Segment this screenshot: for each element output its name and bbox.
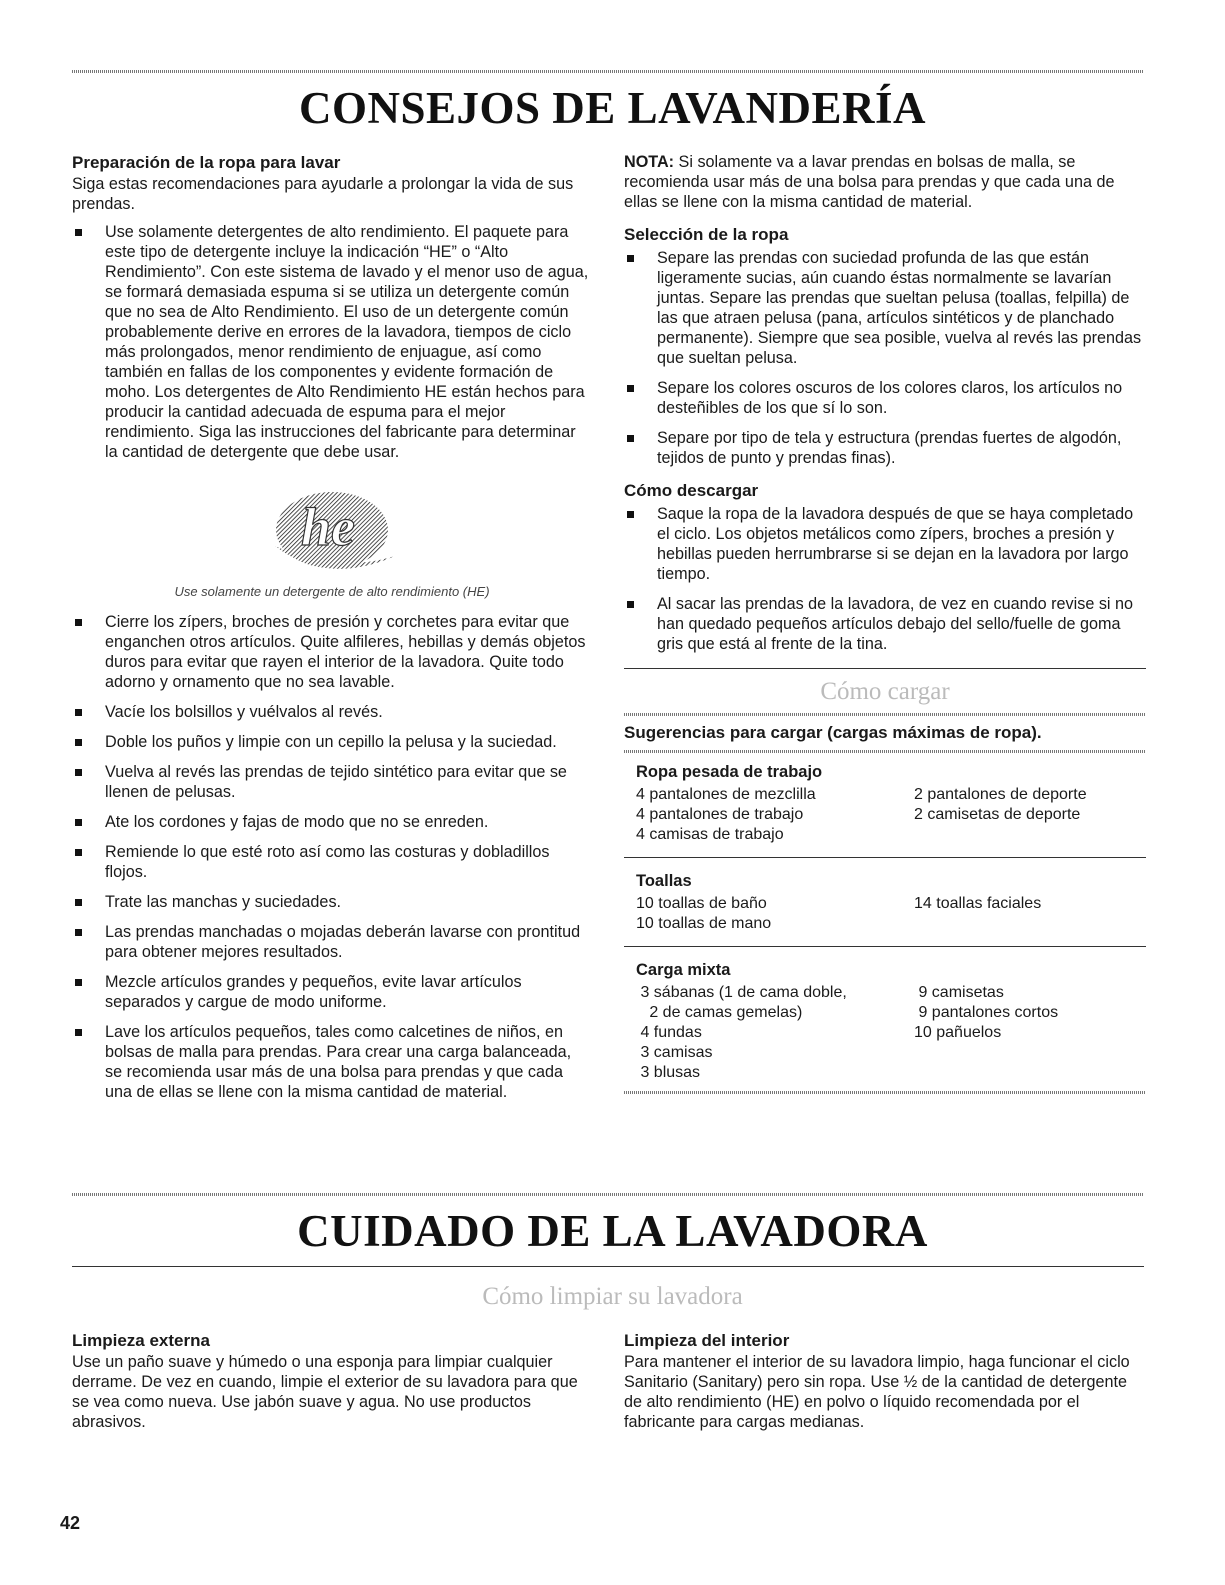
page-title-washer-care: CUIDADO DE LA LAVADORA [297, 1206, 928, 1256]
middle-dotted-rule [72, 1193, 1144, 1196]
list-item: Separe los colores oscuros de los colores claros, los artículos no desteñibles de los que sí lo son. [624, 378, 1146, 418]
item-right: 9 pantalones cortos [914, 1004, 1059, 1021]
list-item: Cierre los zípers, broches de presión y corchetes para evitar que enganchen otros artículos. Quite alfileres, hebillas y demás objetos duros para evitar que rayen el interior de la lavadora. Quite todo adorno y ornamento que no sea lavable. [72, 612, 592, 692]
load-dotted-rule-1 [624, 713, 1146, 716]
right-column [624, 152, 1146, 1094]
group-name: Carga mixta [636, 961, 731, 979]
list-item: Vacíe los bolsillos y vuélvalos al revés. [72, 702, 592, 722]
item-empty [914, 1043, 1146, 1063]
group-name: Toallas [636, 872, 692, 890]
external-cleaning-heading: Limpieza externa [72, 1331, 210, 1350]
item-left: 4 pantalones de mezclilla [636, 786, 816, 803]
item-left: 10 toallas de baño [636, 895, 767, 912]
item-left: 4 fundas [636, 1024, 702, 1041]
external-cleaning [72, 1330, 592, 1432]
item-left: 10 toallas de mano [636, 915, 772, 932]
prep-bullets [72, 612, 592, 1102]
item-empty [914, 825, 1146, 845]
item-right: 2 pantalones de deporte [914, 786, 1087, 803]
prep-intro: Siga estas recomendaciones para ayudarle a prolongar la vida de sus prendas. [72, 175, 574, 213]
item-left: 3 camisas [636, 1044, 713, 1061]
nota-text: Si solamente va a lavar prendas en bolsas de malla, se recomienda usar más de una bolsa para prendas y que cada una de ellas se llene con la misma cantidad de material. [624, 153, 1115, 211]
list-item: Separe las prendas con suciedad profunda de las que están ligeramente sucias, aún cuando éstas normalmente se lavarían juntas. Separe las prendas que sueltan pelusa (toallas, felpilla) de las que atraen pelusa (pana, artículos sintéticos y de planchado permanente). Siempre que sea posible, vuelva al revés las prendas que sueltan pelusa. [624, 248, 1146, 368]
list-item: Separe por tipo de tela y estructura (prendas fuertes de algodón, tejidos de punto y prendas finas). [624, 428, 1146, 468]
interior-cleaning-text: Para mantener el interior de su lavadora limpio, haga funcionar el ciclo Sanitario (Sanitary) pero sin ropa. Use ½ de la cantidad de detergente de alto rendimiento (HE) en polvo o líquido recomendada por el fabricante para cargas medianas. [624, 1353, 1130, 1431]
nota-paragraph [624, 152, 1146, 212]
group-rule [624, 946, 1146, 947]
he-logo-figure [72, 490, 592, 602]
item-empty [914, 914, 1146, 934]
load-dotted-rule-2 [624, 750, 1146, 753]
group-items [624, 785, 1146, 845]
page-number: 42 [60, 1513, 81, 1533]
washer-care-rule [72, 1266, 1144, 1267]
item-left: 4 camisas de trabajo [636, 826, 784, 843]
item-right: 2 camisetas de deporte [914, 806, 1081, 823]
interior-cleaning [624, 1330, 1146, 1432]
group-rule [624, 857, 1146, 858]
item-left: 4 pantalones de trabajo [636, 806, 804, 823]
top-dotted-rule [72, 70, 1144, 73]
item-right: 14 toallas faciales [914, 895, 1042, 912]
group-name: Ropa pesada de trabajo [636, 763, 823, 781]
item-right: 10 pañuelos [914, 1024, 1002, 1041]
svg-text:he: he [301, 497, 355, 557]
selection-heading: Selección de la ropa [624, 225, 789, 244]
prep-heading: Preparación de la ropa para lavar [72, 153, 341, 172]
unload-bullets [624, 504, 1146, 654]
list-item: Las prendas manchadas o mojadas deberán lavarse con prontitud para obtener mejores resultados. [72, 922, 592, 962]
list-item: Mezcle artículos grandes y pequeños, evite lavar artículos separados y cargue de modo uniforme. [72, 972, 592, 1012]
item-left: 2 de camas gemelas) [636, 1004, 803, 1021]
left-column [72, 152, 592, 1102]
interior-cleaning-heading: Limpieza del interior [624, 1331, 790, 1350]
list-item: Vuelva al revés las prendas de tejido sintético para evitar que se llenen de pelusas. [72, 762, 592, 802]
prep-he-list [72, 222, 592, 462]
item-left: 3 sábanas (1 de cama doble, [636, 984, 847, 1001]
selection-bullets [624, 248, 1146, 468]
load-group-towels [624, 870, 1146, 934]
list-item: Doble los puños y limpie con un cepillo la pelusa y la suciedad. [72, 732, 592, 752]
item-right: 9 camisetas [914, 984, 1004, 1001]
group-items [624, 983, 1146, 1083]
list-item: Al sacar las prendas de la lavadora, de vez en cuando revise si no han quedado pequeños artículos debajo del sello/fuelle de goma gris que está al frente de la tina. [624, 594, 1146, 654]
load-subheading: Sugerencias para cargar (cargas máximas de ropa). [624, 723, 1042, 742]
list-item: Saque la ropa de la lavadora después de que se haya completado el ciclo. Los objetos metálicos como zípers, broches a presión y hebillas pueden herrumbrarse si se dejan en la lavadora por largo tiempo. [624, 504, 1146, 584]
load-group-mixed [624, 959, 1146, 1083]
he-logo-icon [267, 490, 397, 576]
external-cleaning-text: Use un paño suave y húmedo o una esponja para limpiar cualquier derrame. De vez en cuando, limpie el exterior de su lavadora para que se vea como nueva. Use jabón suave y agua. No use productos abrasivos. [72, 1353, 578, 1431]
washer-care-subtitle: Cómo limpiar su lavadora [482, 1283, 743, 1310]
list-item: Remiende lo que esté roto así como las costuras y dobladillos flojos. [72, 842, 592, 882]
item-left: 3 blusas [636, 1064, 701, 1081]
list-item: Ate los cordones y fajas de modo que no se enreden. [72, 812, 592, 832]
load-dotted-rule-3 [624, 1091, 1146, 1094]
unload-heading: Cómo descargar [624, 481, 759, 500]
load-title: Cómo cargar [820, 678, 950, 705]
load-top-rule [624, 668, 1146, 669]
list-item: Trate las manchas y suciedades. [72, 892, 592, 912]
page-title-laundry-tips: CONSEJOS DE LAVANDERÍA [298, 83, 926, 133]
he-bullet: Use solamente detergentes de alto rendimiento. El paquete para este tipo de detergente incluye la indicación “HE” o “Alto Rendimiento”. Con este sistema de lavado y el menor uso de agua, se formará demasiada espuma si se utiliza un detergente común que no sea de Alto Rendimiento. El uso de un detergente común probablemente derive en errores de la lavadora, tiempos de ciclo más prolongados, menor rendimiento de enjuague, así como también en fallas de los componentes y evidente formación de moho. Los detergentes de Alto Rendimiento HE están hechos para producir la cantidad adecuada de espuma para el mejor rendimiento. Siga las instrucciones del fabricante para determinar la cantidad de detergente que debe usar. [72, 222, 592, 462]
logo-caption: Use solamente un detergente de alto rendimiento (HE) [174, 584, 490, 599]
nota-label: NOTA: [624, 153, 675, 171]
load-group-heavy-work [624, 761, 1146, 845]
list-item: Lave los artículos pequeños, tales como calcetines de niños, en bolsas de malla para prendas. Para crear una carga balanceada, se recomienda usar más de una bolsa para prendas y que cada una de ellas se llene con la misma cantidad de material. [72, 1022, 592, 1102]
item-empty [914, 1063, 1146, 1083]
group-items [624, 894, 1146, 934]
